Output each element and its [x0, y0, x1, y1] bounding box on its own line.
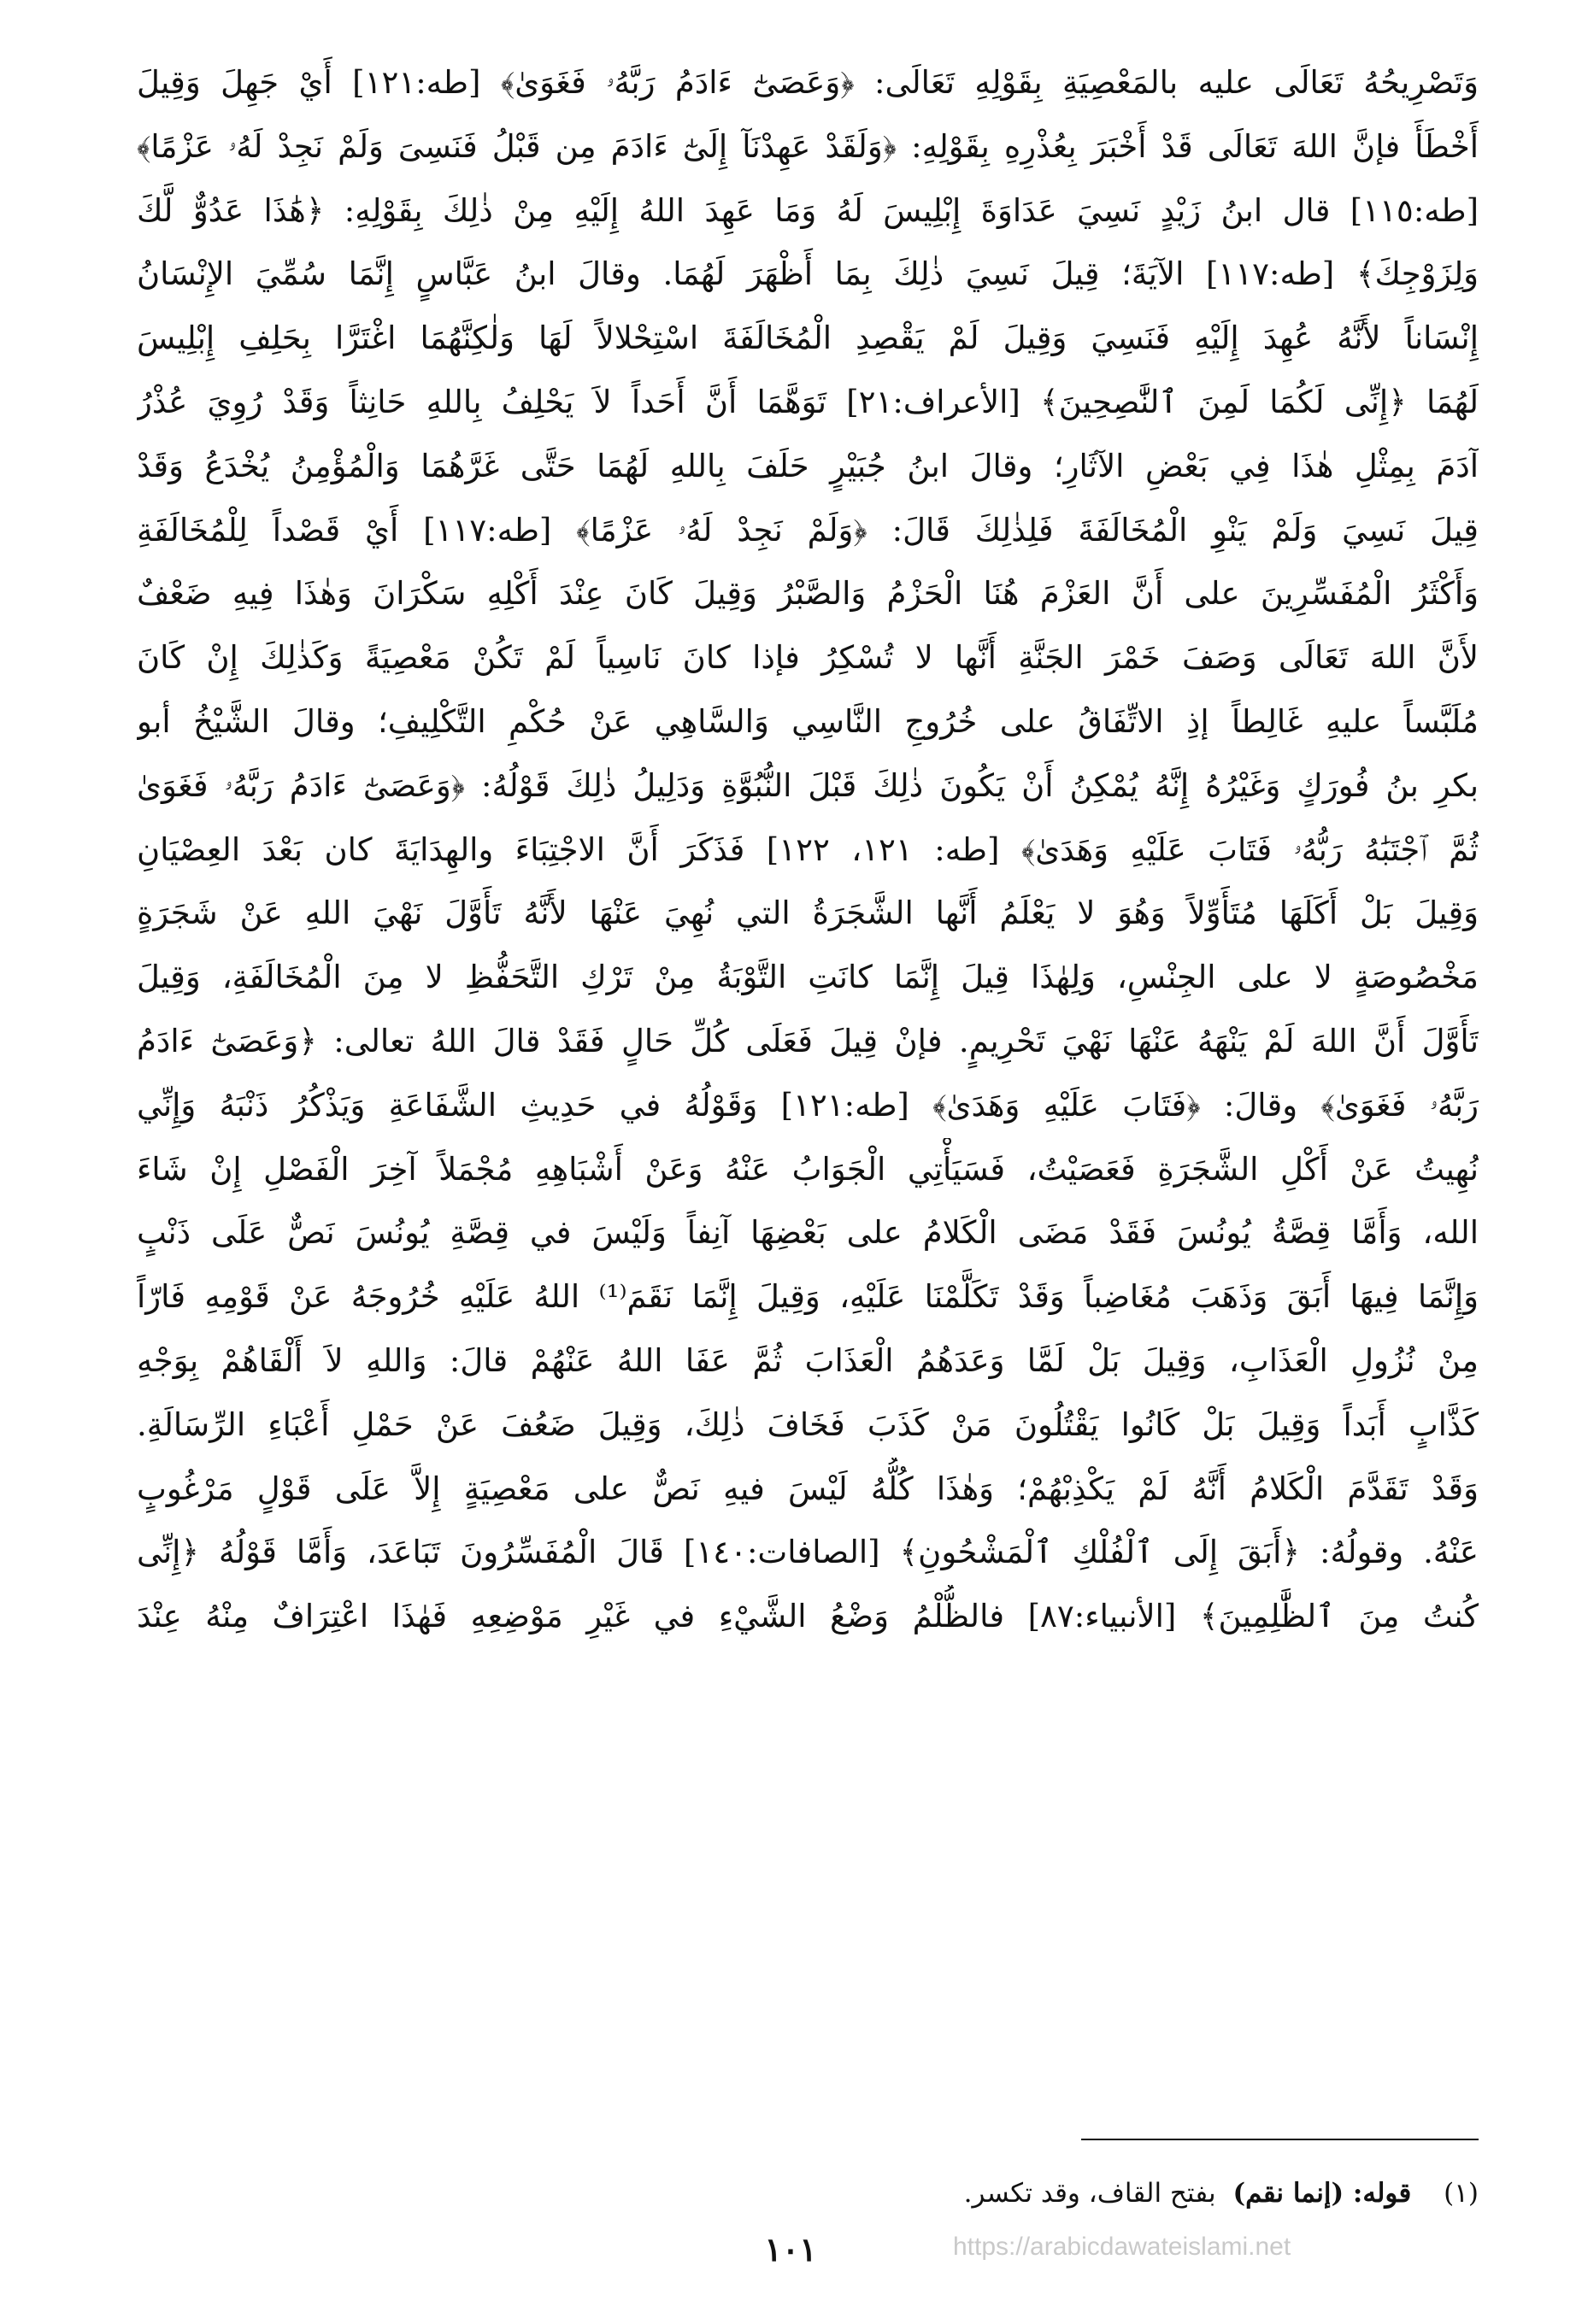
- body-line: وَلِزَوْجِكَ﴾ [طه:١١٧] الآيَةَ؛ قِيلَ نَسِيَ ذٰلِكَ بِمَا أَظْهَرَ لَهُمَا. وقالَ ابنُ عَبَّاسٍ إِنَّمَا سُمِّيَ الإِنْسَانُ: [137, 255, 1479, 293]
- body-line: قِيلَ نَسِيَ وَلَمْ يَنْوِ الْمُخَالَفَةَ فَلِذٰلِكَ قَالَ: ﴿وَلَمْ نَجِدْ لَهُۥ عَزْمًا﴾ [طه:١١٧] أَيْ قَصْداً لِلْمُخَالَفَةِ: [137, 511, 1479, 549]
- body-line: عَنْهُ. وقولُهُ: ﴿أَبَقَ إِلَى ٱلْفُلْكِ ٱلْمَشْحُونِ﴾ [الصافات:١٤٠] قَالَ الْمُفَسِّرُونَ تَبَاعَدَ، وَأَمَّا قَوْلُهُ ﴿إِنِّى: [137, 1534, 1479, 1571]
- body-line: وَتَصْرِيحُهُ تَعَالَى عليه بالمَعْصِيَةِ بِقَوْلِهِ تَعَالَى: ﴿وَعَصَىٰٓ ءَادَمُ رَبَّهُۥ فَغَوَىٰ﴾ [طه:١٢١] أَيْ جَهِلَ وَقِيلَ: [137, 64, 1479, 101]
- body-line: كُنتُ مِنَ ٱلظَّٰلِمِينَ﴾ [الأنبياء:٨٧] فالظُّلْمُ وَضْعُ الشَّيْءِ في غَيْرِ مَوْضِعِهِ فَهٰذَا اعْتِرَافٌ مِنْهُ عِنْدَ: [137, 1598, 1479, 1635]
- footnote-divider: [1081, 2139, 1479, 2140]
- body-line: مُلَبَّساً عليهِ غَالِطاً إذِ الاتِّفَاقُ على خُرُوجِ النَّاسِي وَالسَّاهِي عَنْ حُكْمِ التَّكْلِيفِ؛ وقالَ الشَّيْخُ أبو: [137, 702, 1479, 740]
- body-line: مَخْصُوصَةٍ لا على الجِنْسِ، وَلِهٰذَا قِيلَ إِنَّمَا كانَتِ التَّوْبَةُ مِنْ تَرْكِ التَّحَفُّظِ لا مِنَ الْمُخَالَفَةِ، وَقِيلَ: [137, 959, 1479, 996]
- body-line: بكرِ بنُ فُورَكٍ وَغَيْرُهُ إِنَّهُ يُمْكِنُ أَنْ يَكُونَ ذٰلِكَ قَبْلَ النُّبُوَّةِ وَدَلِيلُ ذٰلِكَ قَوْلُهُ: ﴿وَعَصَىٰٓ ءَادَمُ رَبَّهُۥ فَغَوَىٰ: [137, 766, 1479, 804]
- body-line: ثُمَّ ٱجْتَبَٰهُ رَبُّهُۥ فَتَابَ عَلَيْهِ وَهَدَىٰ﴾ [طه: ١٢١، ١٢٢] فَذَكَرَ أَنَّ الاجْتِبَاءَ والهِدَايَةَ كان بَعْدَ العِصْيَانِ: [137, 830, 1479, 868]
- body-line: إِنْسَاناً لأَنَّهُ عُهِدَ إِلَيْهِ فَنَسِيَ وَقِيلَ لَمْ يَقْصِدِ الْمُخَالَفَةَ اسْتِحْلالاً لَهَا وَلٰكِنَّهُمَا اغْتَرَّا بِحَلِفِ إِبْلِيسَ: [137, 320, 1479, 357]
- body-line: وَقِيلَ بَلْ أَكَلَهَا مُتَأَوِّلاً وَهُوَ لا يَعْلَمُ أَنَّها الشَّجَرَةُ التي نُهِيَ عَنْهَا لأَنَّهُ تَأَوَّلَ نَهْيَ اللهِ عَنْ شَجَرَةٍ: [137, 895, 1479, 932]
- body-line: وَأَكْثَرُ الْمُفَسِّرِينَ على أَنَّ العَزْمَ هُنَا الْحَزْمُ وَالصَّبْرُ وَقِيلَ كَانَ عِنْدَ أَكْلِهِ سَكْرَانَ وَهٰذَا فِيهِ ضَعْفٌ: [137, 575, 1479, 613]
- body-line: الله، وَأَمَّا قِصَّةُ يُونُسَ فَقَدْ مَضَى الْكَلامُ على بَعْضِهَا آنِفاً وَلَيْسَ في قِصَّةِ يُونُسَ نَصٌّ عَلَى ذَنْبٍ: [137, 1214, 1479, 1252]
- footnote-number: (١): [1444, 2178, 1479, 2209]
- body-line: كَذَّابٍ أَبَداً وَقِيلَ بَلْ كَانُوا يَقْتُلُونَ مَنْ كَذَبَ فَخَافَ ذٰلِكَ، وَقِيلَ ضَعُفَ عَنْ حَمْلِ أَعْبَاءِ الرِّسَالَةِ.: [137, 1406, 1479, 1443]
- footnote: [598, 2174, 1479, 2212]
- footnote-text: بفتح القاف، وقد تكسر.: [963, 2178, 1216, 2209]
- body-line: تَأَوَّلَ أَنَّ اللهَ لَمْ يَنْهَهُ عَنْهَا نَهْيَ تَحْرِيمٍ. فإنْ قِيلَ فَعَلَى كُلِّ حَالٍ فَقَدْ قالَ اللهُ تعالى: ﴿وَعَصَىٰٓ ءَادَمُ: [137, 1022, 1479, 1059]
- body-line: أَخْطَأَ فإنَّ اللهَ تَعَالَى قَدْ أَخْبَرَ بِعُذْرِهِ بِقَوْلِهِ: ﴿وَلَقَدْ عَهِدْنَآ إِلَىٰٓ ءَادَمَ مِن قَبْلُ فَنَسِىَ وَلَمْ نَجِدْ لَهُۥ عَزْمًا﴾: [137, 127, 1479, 165]
- body-line: [طه:١١٥] قال ابنُ زَيْدٍ نَسِيَ عَدَاوَةَ إِبْلِيسَ لَهُ وَمَا عَهِدَ اللهُ إِلَيْهِ مِنْ ذٰلِكَ بِقَوْلِهِ: ﴿هَٰذَا عَدُوٌّ لَّكَ: [137, 191, 1479, 229]
- footnote-label: قوله: (إنما نقم): [1232, 2178, 1412, 2209]
- body-line: نُهِيتُ عَنْ أَكْلِ الشَّجَرَةِ فَعَصَيْتُ، فَسَيَأْتِي الْجَوَابُ عَنْهُ وَعَنْ أَشْبَاهِهِ مُجْمَلاً آخِرَ الْفَصْلِ إِنْ شَاءَ: [137, 1150, 1479, 1188]
- body-line: آدَمَ بِمِثْلِ هٰذَا فِي بَعْضِ الآثَارِ؛ وقالَ ابنُ جُبَيْرٍ حَلَفَ بِاللهِ لَهُمَا حَتَّى غَرَّهُمَا وَالْمُؤْمِنُ يُخْدَعُ وَقَدْ: [137, 447, 1479, 484]
- watermark-url: https://arabicdawateislami.net: [953, 2233, 1291, 2261]
- page-number: ١٠١: [764, 2230, 817, 2268]
- body-line: مِنْ نُزُولِ الْعَذَابِ، وَقِيلَ بَلْ لَمَّا وَعَدَهُمُ الْعَذَابَ ثُمَّ عَفَا اللهُ عَنْهُمْ قالَ: وَاللهِ لاَ أَلْقَاهُمْ بِوَجْهِ: [137, 1341, 1479, 1379]
- body-line: وَإِنَّمَا فِيهَا أَبَقَ وَذَهَبَ مُغَاضِباً وَقَدْ تَكَلَّمْنَا عَلَيْهِ، وَقِيلَ إِنَّمَا نَقَمَ⁽¹⁾ اللهُ عَلَيْهِ خُرُوجَهُ عَنْ قَوْمِهِ فَارّاً: [137, 1278, 1479, 1316]
- body-text: [137, 51, 1479, 1649]
- body-line: لَهُمَا ﴿إِنِّى لَكُمَا لَمِنَ ٱلنَّٰصِحِينَ﴾ [الأعراف:٢١] تَوَهَّمَا أَنَّ أَحَداً لاَ يَحْلِفُ بِاللهِ حَانِثاً وَقَدْ رُوِيَ عُذْرُ: [137, 383, 1479, 420]
- body-line: رَبَّهُۥ فَغَوَىٰ﴾ وقالَ: ﴿فَتَابَ عَلَيْهِ وَهَدَىٰ﴾ [طه:١٢١] وَقَوْلُهُ في حَدِيثِ الشَّفَاعَةِ وَيَذْكُرُ ذَنْبَهُ وَإِنِّي: [137, 1086, 1479, 1124]
- body-line: لأَنَّ اللهَ تَعَالَى وَصَفَ خَمْرَ الجَنَّةِ أَنَّها لا تُسْكِرُ فإذا كانَ نَاسِياً لَمْ تَكُنْ مَعْصِيَةً وَكَذٰلِكَ إِنْ كَانَ: [137, 639, 1479, 677]
- body-line: وَقَدْ تَقَدَّمَ الْكَلامُ أَنَّهُ لَمْ يَكْذِبْهُمْ؛ وَهٰذَا كُلُّهُ لَيْسَ فيهِ نَصٌّ على مَعْصِيَةٍ إِلاَّ عَلَى قَوْلٍ مَرْغُوبٍ: [137, 1470, 1479, 1507]
